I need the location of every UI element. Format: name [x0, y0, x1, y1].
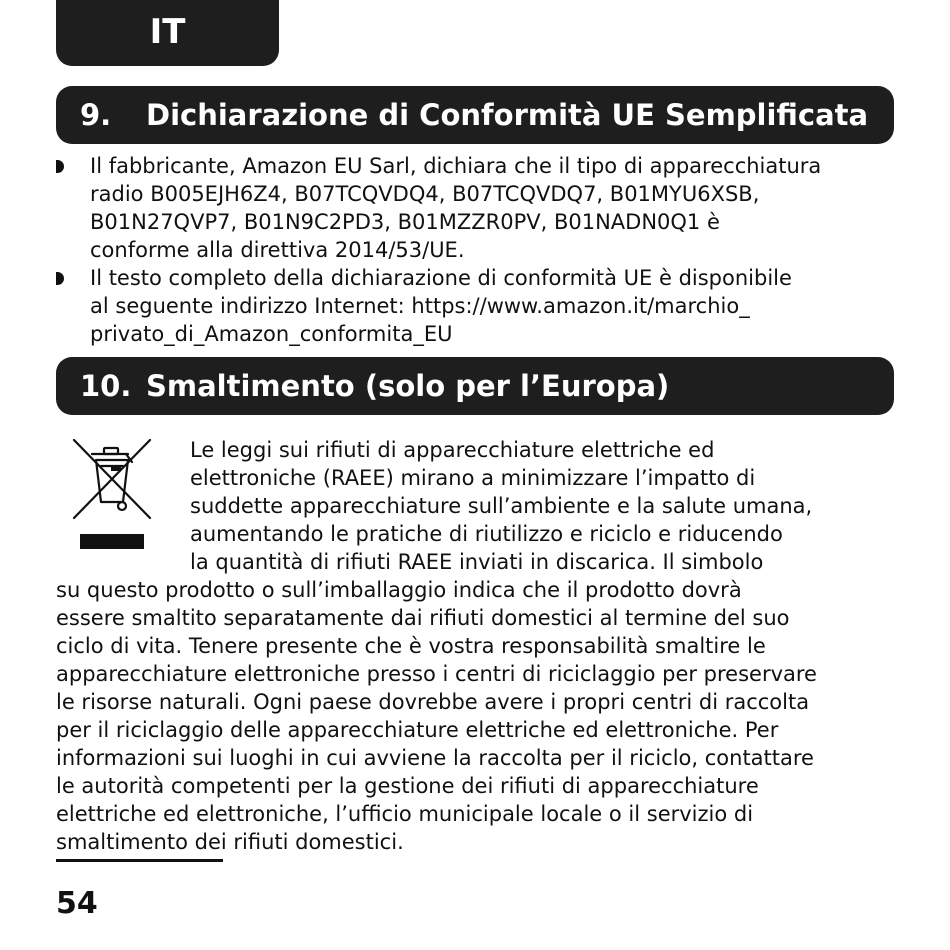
- disposal-body-text: [56, 576, 817, 856]
- footer-divider: [56, 859, 223, 862]
- text-line: suddette apparecchiature sull’ambiente e la salute umana,: [190, 494, 813, 518]
- bullet-line: Il fabbricante, Amazon EU Sarl, dichiara che il tipo di apparecchiatura: [90, 154, 822, 178]
- page-number: 54: [56, 886, 98, 921]
- list-item: [56, 264, 896, 348]
- bullet-line: conforme alla direttiva 2014/53/UE.: [90, 238, 465, 262]
- list-item: [56, 152, 896, 264]
- section-10-title: Smaltimento (solo per l’Europa): [146, 369, 670, 403]
- bullet-line: Il testo completo della dichiarazione di conformità UE è disponibile: [90, 266, 792, 290]
- weee-crossed-bin-icon: [70, 436, 154, 554]
- bullet-icon: [56, 272, 64, 285]
- bullet-line: al seguente indirizzo Internet: https://www.amazon.it/marchio_: [90, 294, 750, 318]
- text-line: la quantità di rifiuti RAEE inviati in discarica. Il simbolo: [190, 550, 764, 574]
- section-9-header: [56, 86, 894, 144]
- conformity-bullet-list: [56, 152, 896, 348]
- language-tab: [56, 0, 279, 66]
- text-line: informazioni sui luoghi in cui avviene la raccolta per il riciclo, contattare: [56, 746, 814, 770]
- text-line: elettriche ed elettroniche, l’ufficio municipale locale o il servizio di: [56, 802, 754, 826]
- bullet-line: radio B005EJH6Z4, B07TCQVDQ4, B07TCQVDQ7, B01MYU6XSB,: [90, 182, 760, 206]
- language-code: IT: [149, 12, 186, 52]
- text-line: essere smaltito separatamente dai rifiuti domestici al termine del suo: [56, 606, 790, 630]
- section-9-number: 9.: [80, 98, 112, 132]
- text-line: smaltimento dei rifiuti domestici.: [56, 830, 404, 854]
- section-10-header: [56, 357, 894, 415]
- text-line: elettroniche (RAEE) mirano a minimizzare l’impatto di: [190, 466, 756, 490]
- text-line: su questo prodotto o sull’imballaggio indica che il prodotto dovrà: [56, 578, 742, 602]
- text-line: ciclo di vita. Tenere presente che è vostra responsabilità smaltire le: [56, 634, 766, 658]
- text-line: aumentando le pratiche di riutilizzo e riciclo e riducendo: [190, 522, 783, 546]
- bullet-line: B01N27QVP7, B01N9C2PD3, B01MZZR0PV, B01NADN0Q1 è: [90, 210, 720, 234]
- text-line: le autorità competenti per la gestione dei rifiuti di apparecchiature: [56, 774, 759, 798]
- bullet-icon: [56, 160, 64, 173]
- section-10-number: 10.: [80, 369, 132, 403]
- text-line: le risorse naturali. Ogni paese dovrebbe avere i propri centri di raccolta: [56, 690, 810, 714]
- text-line: per il riciclaggio delle apparecchiature elettriche ed elettroniche. Per: [56, 718, 779, 742]
- text-line: Le leggi sui rifiuti di apparecchiature elettriche ed: [190, 438, 715, 462]
- weee-intro-text: [190, 436, 812, 576]
- section-9-title: Dichiarazione di Conformità UE Semplificata: [146, 98, 869, 132]
- bullet-line: privato_di_Amazon_conformita_EU: [90, 322, 453, 346]
- text-line: apparecchiature elettroniche presso i centri di riciclaggio per preservare: [56, 662, 817, 686]
